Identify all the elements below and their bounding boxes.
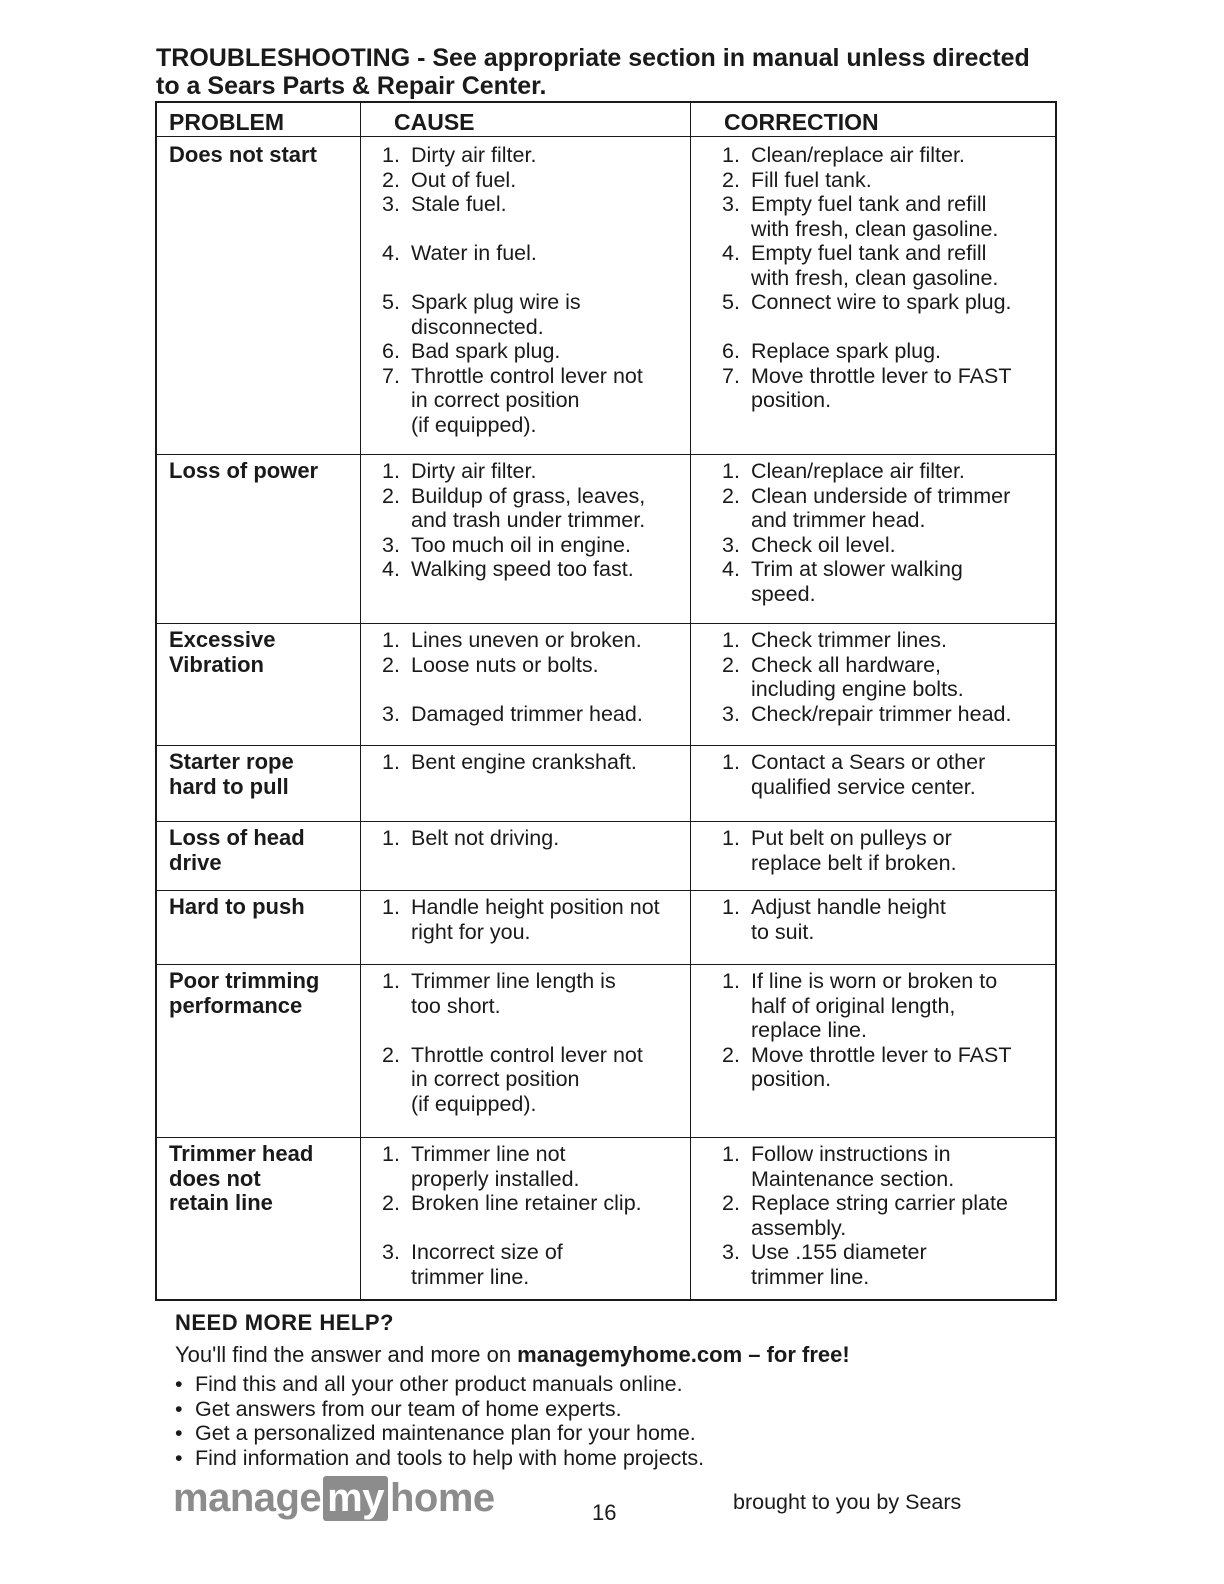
item-number: 7. [382,363,400,388]
logo-text-manage: manage [173,1476,322,1520]
item-text: Out of fuel. [411,167,517,192]
item-text: Move throttle lever to FAST position. [751,363,1012,412]
cause-item [382,1142,580,1191]
item-text: Replace string carrier plate assembly. [751,1191,1008,1240]
item-number: 1. [722,459,740,483]
help-intro [175,1342,850,1368]
bullet-text: Get answers from our team of home experts. [195,1396,622,1421]
item-number: 1. [722,1142,740,1166]
item-number: 6. [382,339,400,363]
item-number: 2. [382,483,400,508]
correction-item [722,168,872,193]
item-text: Walking speed too fast. [411,557,634,581]
bullet-icon: • [175,1396,183,1421]
correction-item [722,750,985,799]
bullet-icon: • [175,1372,183,1396]
item-text: Check all hardware, including engine bolts. [751,652,964,701]
item-text: Throttle control lever not in correct position (if equipped). [411,363,643,437]
problem-cell: Starter rope hard to pull [169,749,294,799]
title-line-2: to a Sears Parts & Repair Center. [156,72,547,100]
managemyhome-logo [173,1476,495,1521]
item-text: Empty fuel tank and refill with fresh, clean gasoline. [751,192,999,241]
item-text: Clean underside of trimmer and trimmer head. [751,483,1011,532]
cause-item [382,653,599,678]
item-text: Bad spark plug. [411,339,561,363]
problem-cell: Loss of head drive [169,825,305,875]
row-divider [157,890,1055,891]
item-number: 2. [382,652,400,677]
item-number: 1. [722,628,740,652]
item-text: Trimmer line not properly installed. [411,1142,580,1191]
item-text: Spark plug wire is disconnected. [411,290,581,339]
item-number: 4. [722,241,740,265]
title-line-1: TROUBLESHOOTING - See appropriate section in manual unless directed [156,44,1030,72]
item-text: Use .155 diameter trimmer line. [751,1240,927,1289]
cause-item [382,1043,643,1117]
correction-item [722,702,1011,727]
bullet-text: Get a personalized maintenance plan for your home. [195,1421,696,1445]
row-divider [157,821,1055,822]
item-number: 1. [722,826,740,850]
brought-by-text: brought to you by Sears [733,1490,962,1514]
item-text: Check/repair trimmer head. [751,701,1012,726]
item-text: Broken line retainer clip. [411,1191,642,1215]
bullet-text: Find information and tools to help with home projects. [195,1445,705,1470]
item-text: Handle height position not right for you. [411,895,660,944]
item-number: 3. [382,192,400,216]
correction-item [722,241,998,290]
logo-text-my: my [323,1476,388,1521]
item-number: 5. [722,290,740,314]
item-text: Dirty air filter. [411,143,537,167]
bullet-text: Find this and all your other product manuals online. [195,1372,683,1396]
page-number: 16 [592,1500,617,1525]
bullet-icon: • [175,1421,183,1445]
problem-cell: Loss of power [169,458,319,483]
troubleshooting-table [155,101,1057,1301]
item-text: Water in fuel. [411,241,537,265]
item-text: If line is worn or broken to half of original length, replace line. [751,969,998,1042]
cause-item [382,1191,642,1216]
help-bullet-list [175,1372,704,1470]
item-number: 3. [722,532,740,557]
item-text: Trim at slower walking speed. [751,557,963,606]
bullet-icon: • [175,1445,183,1470]
item-number: 1. [382,628,400,652]
correction-item [722,628,947,653]
item-number: 4. [382,241,400,265]
item-text: Too much oil in engine. [411,532,631,557]
item-number: 3. [722,192,740,216]
item-number: 4. [722,557,740,581]
item-number: 1. [382,459,400,483]
item-number: 3. [722,701,740,726]
item-text: Damaged trimmer head. [411,701,643,726]
header-correction: CORRECTION [724,109,879,135]
item-number: 2. [722,167,740,192]
item-text: Empty fuel tank and refill with fresh, clean gasoline. [751,241,999,290]
correction-item [722,1043,1012,1092]
cause-item [382,192,507,217]
list-item [175,1372,704,1397]
correction-item [722,533,896,558]
help-intro-text: You'll find the answer and more on [175,1342,518,1367]
problem-cell: Poor trimming performance [169,968,320,1018]
item-text: Clean/replace air filter. [751,143,965,167]
item-number: 2. [722,1191,740,1215]
item-number: 3. [722,1240,740,1264]
list-item [175,1421,704,1446]
cause-item [382,241,537,266]
column-divider [360,103,361,1299]
item-number: 6. [722,339,740,363]
item-number: 1. [722,895,740,919]
correction-item [722,143,965,168]
correction-item [722,895,946,944]
item-number: 2. [382,1042,400,1067]
cause-item [382,628,642,653]
item-text: Move throttle lever to FAST position. [751,1042,1012,1091]
cause-item [382,364,643,438]
correction-item [722,459,965,484]
item-text: Stale fuel. [411,192,507,216]
cause-item [382,826,559,851]
item-text: Put belt on pulleys or replace belt if broken. [751,826,957,875]
item-number: 3. [382,532,400,557]
item-number: 5. [382,290,400,314]
header-divider [157,136,1055,137]
item-number: 1. [382,826,400,850]
item-number: 1. [382,969,400,993]
correction-item [722,826,957,875]
problem-cell: Hard to push [169,894,305,919]
item-number: 2. [722,483,740,508]
problem-cell: Excessive Vibration [169,627,276,677]
cause-item [382,702,643,727]
cause-item [382,895,660,944]
need-more-help-heading: NEED MORE HELP? [175,1310,394,1335]
item-number: 2. [382,167,400,192]
row-divider [157,964,1055,965]
cause-item [382,143,536,168]
correction-item [722,192,998,241]
page-title [156,44,1086,100]
header-problem: PROBLEM [169,109,284,135]
cause-item [382,459,536,484]
item-number: 1. [722,750,740,774]
item-text: Check trimmer lines. [751,628,947,652]
item-text: Follow instructions in Maintenance section. [751,1142,955,1191]
item-number: 1. [722,143,740,167]
item-number: 3. [382,701,400,726]
item-text: Trimmer line length is too short. [411,969,616,1018]
item-text: Bent engine crankshaft. [411,750,637,774]
item-text: Replace spark plug. [751,339,942,363]
row-divider [157,745,1055,746]
item-text: Contact a Sears or other qualified service center. [751,750,986,799]
cause-item [382,484,645,533]
item-text: Adjust handle height to suit. [751,895,946,944]
cause-item [382,533,631,558]
item-number: 1. [382,1142,400,1166]
item-text: Throttle control lever not in correct position (if equipped). [411,1042,643,1116]
correction-item [722,1142,954,1191]
item-text: Check oil level. [751,532,896,557]
correction-item [722,557,963,606]
list-item [175,1446,704,1471]
correction-item [722,290,1012,315]
logo-text-home: home [389,1476,495,1520]
correction-item [722,484,1010,533]
item-number: 4. [382,557,400,581]
item-number: 1. [382,895,400,919]
item-text: Clean/replace air filter. [751,459,965,483]
item-text: Dirty air filter. [411,459,537,483]
item-number: 7. [722,363,740,388]
column-divider [690,103,691,1299]
item-number: 1. [382,143,400,167]
cause-item [382,557,634,582]
correction-item [722,339,941,364]
item-text: Fill fuel tank. [751,167,872,192]
correction-item [722,1191,1008,1240]
item-number: 2. [722,1042,740,1067]
item-text: Lines uneven or broken. [411,628,642,652]
cause-item [382,969,616,1018]
item-number: 3. [382,1240,400,1264]
cause-item [382,750,637,775]
problem-cell: Does not start [169,142,317,167]
item-text: Incorrect size of trimmer line. [411,1240,563,1289]
row-divider [157,454,1055,455]
problem-cell: Trimmer head does not retain line [169,1141,314,1215]
correction-item [722,364,1012,413]
item-number: 1. [722,969,740,993]
item-text: Connect wire to spark plug. [751,290,1012,314]
help-site-link[interactable]: managemyhome.com – for free! [517,1342,850,1367]
item-number: 1. [382,750,400,774]
item-text: Belt not driving. [411,826,560,850]
correction-item [722,1240,927,1289]
correction-item [722,969,997,1043]
item-number: 2. [722,652,740,677]
cause-item [382,290,581,339]
correction-item [722,653,964,702]
item-text: Loose nuts or bolts. [411,652,599,677]
item-number: 2. [382,1191,400,1215]
cause-item [382,168,516,193]
cause-item [382,1240,563,1289]
row-divider [157,1137,1055,1138]
row-divider [157,623,1055,624]
header-cause: CAUSE [394,109,475,135]
cause-item [382,339,560,364]
list-item [175,1397,704,1422]
item-text: Buildup of grass, leaves, and trash under trimmer. [411,483,646,532]
